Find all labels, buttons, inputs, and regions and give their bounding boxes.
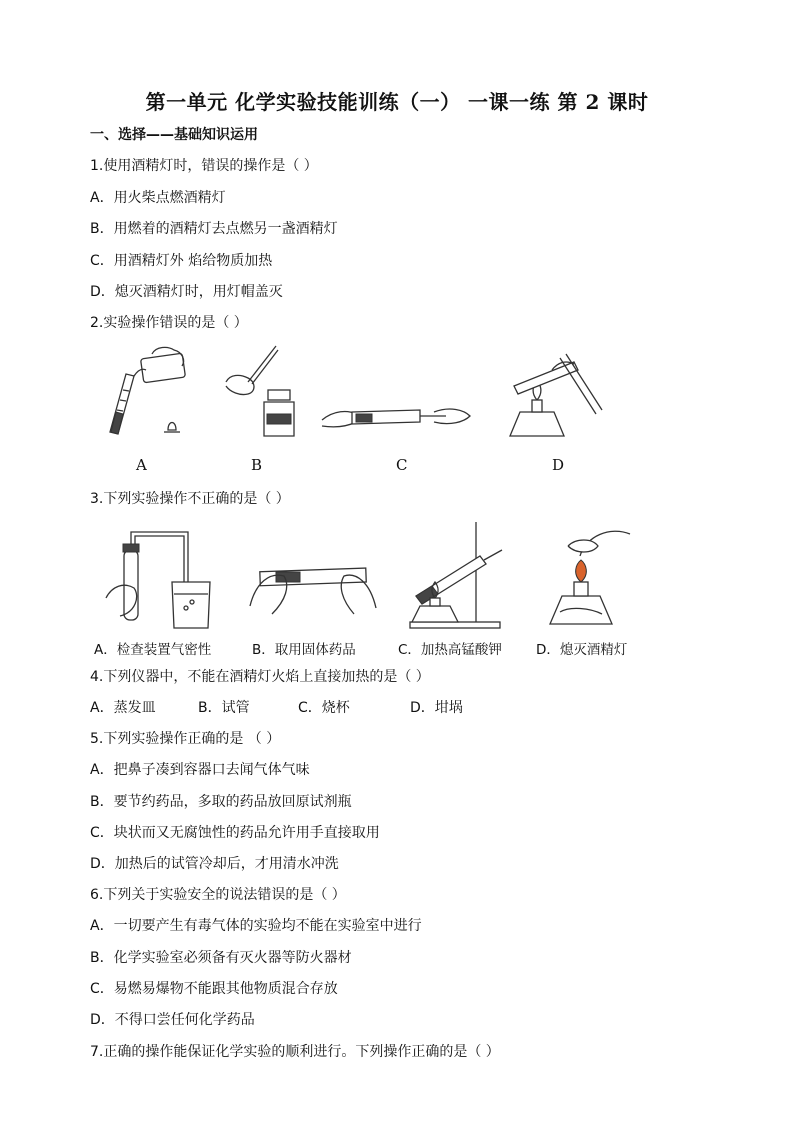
section-heading: 一、选择——基础知识运用 <box>90 127 258 143</box>
q2-label-b: B <box>251 456 263 474</box>
q6-option-d: D．不得口尝任何化学药品 <box>90 1012 255 1028</box>
q5-option-b: B．要节约药品，多取的药品放回原试剂瓶 <box>90 794 352 810</box>
q6-stem: 6.下列关于实验安全的说法错误的是（ ） <box>90 887 346 903</box>
q4-option-b: B．试管 <box>198 700 250 716</box>
q3-illustration-b <box>250 568 376 614</box>
q4-option-d: D．坩埚 <box>410 700 463 716</box>
q2-illustration-d <box>510 354 602 436</box>
q3-caption-b: B．取用固体药品 <box>252 642 356 658</box>
q1-option-a: A．用火柴点燃酒精灯 <box>90 190 226 206</box>
q2-illustration-a <box>110 347 185 434</box>
q5-option-c: C．块状而又无腐蚀性的药品允许用手直接取用 <box>90 825 380 841</box>
q3-caption-d: D．熄灭酒精灯 <box>536 642 628 658</box>
q2-figure <box>90 340 630 455</box>
q3-illustration-d <box>550 531 630 624</box>
q5-option-a: A．把鼻子凑到容器口去闻气体气味 <box>90 762 310 778</box>
q1-stem: 1.使用酒精灯时，错误的操作是（ ） <box>90 158 318 174</box>
q6-option-a: A．一切要产生有毒气体的实验均不能在实验室中进行 <box>90 918 422 934</box>
q3-illustration-a <box>106 532 210 628</box>
q3-caption-c: C．加热高锰酸钾 <box>398 642 502 658</box>
q4-options <box>90 697 463 717</box>
q3-caption-a: A．检查装置气密性 <box>94 642 212 658</box>
q2-illustration-c <box>322 409 470 427</box>
q1-option-d: D．熄灭酒精灯时，用灯帽盖灭 <box>90 284 283 300</box>
q7-stem: 7.正确的操作能保证化学实验的顺利进行。下列操作正确的是（ ） <box>90 1044 500 1060</box>
q5-option-d: D．加热后的试管冷却后，才用清水冲洗 <box>90 856 339 872</box>
q1-option-c: C．用酒精灯外 焰给物质加热 <box>90 253 273 269</box>
q2-stem: 2.实验操作错误的是（ ） <box>90 315 248 331</box>
q4-option-a: A．蒸发皿 <box>90 700 156 716</box>
q5-stem: 5.下列实验操作正确的是 （ ） <box>90 731 281 747</box>
q2-label-c: C <box>396 456 408 474</box>
q4-stem: 4.下列仪器中，不能在酒精灯火焰上直接加热的是（ ） <box>90 669 430 685</box>
q2-illustration-b <box>226 346 294 436</box>
q2-label-a: A <box>136 456 147 474</box>
q2-label-d: D <box>552 456 565 474</box>
q3-stem: 3.下列实验操作不正确的是（ ） <box>90 491 290 507</box>
q6-option-c: C．易燃易爆物不能跟其他物质混合存放 <box>90 981 338 997</box>
q3-illustration-c <box>410 522 502 628</box>
q1-option-b: B．用燃着的酒精灯去点燃另一盏酒精灯 <box>90 221 338 237</box>
q6-option-b: B．化学实验室必须备有灭火器等防火器材 <box>90 950 352 966</box>
q4-option-c: C．烧杯 <box>298 700 350 716</box>
page-title: 第一单元 化学实验技能训练（一） 一课一练 第 2 课时 <box>145 90 649 114</box>
q3-figure <box>90 516 640 634</box>
